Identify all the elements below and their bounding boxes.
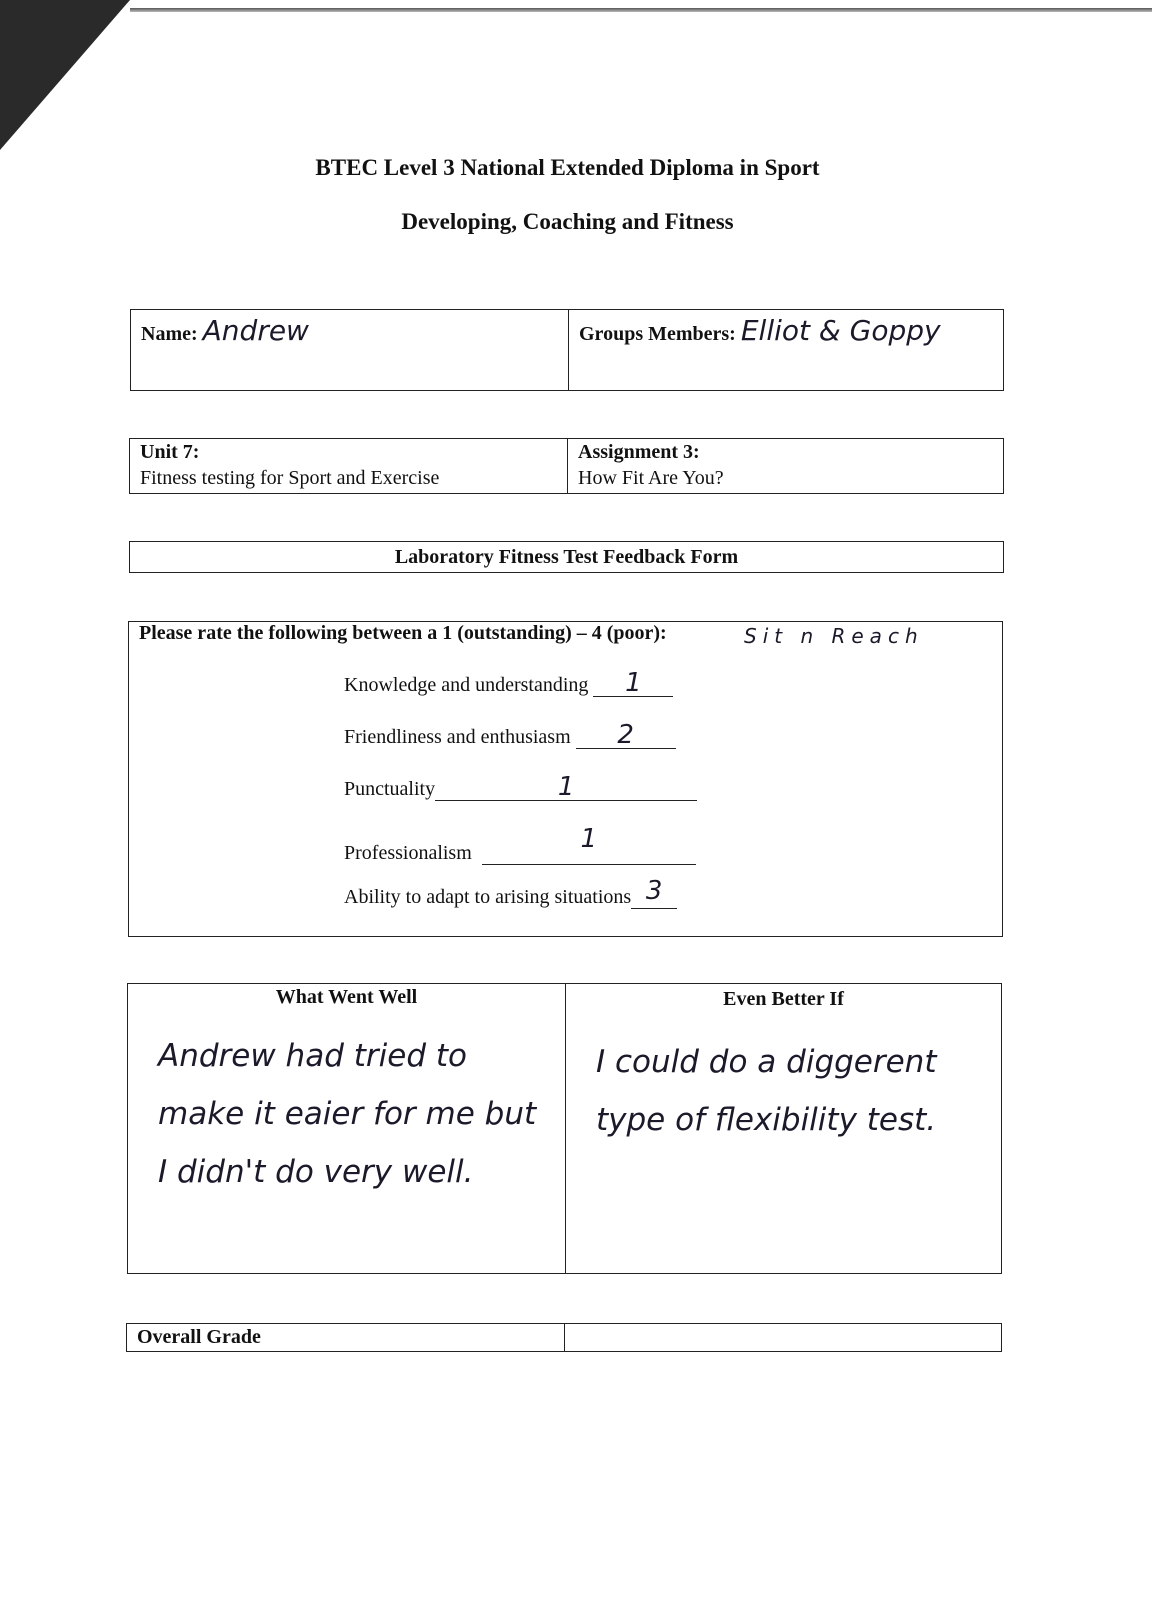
rating-label: Ability to adapt to arising situations [344,886,632,908]
ebi-label: Even Better If [723,988,844,1010]
ebi-text[interactable]: I could do a diggerent type of flexibility test. [596,1044,937,1138]
rating-value[interactable]: 3 [631,878,677,909]
rating-label: Knowledge and understanding [344,674,589,696]
www-label: What Went Well [275,986,418,1008]
rating-value[interactable]: 1 [482,826,696,865]
rating-value[interactable]: 1 [435,774,697,801]
rating-value[interactable]: 1 [593,670,673,697]
test-note: Sit n Reach [744,624,924,648]
name-value[interactable]: Andrew [202,314,309,347]
unit-label: Unit 7: [140,441,200,463]
assignment-value: How Fit Are You? [578,467,724,489]
rating-row [344,774,697,801]
assignment-label: Assignment 3: [578,441,700,463]
name-label: Name: [141,323,198,345]
rating-label: Professionalism [344,842,472,864]
scan-edge [130,8,1152,12]
unit-value: Fitness testing for Sport and Exercise [140,467,440,489]
rating-row [344,878,677,909]
grade-value[interactable] [564,1324,1001,1351]
rating-label: Punctuality [344,778,436,800]
rating-row [344,722,676,749]
rating-prompt: Please rate the following between a 1 (outstanding) – 4 (poor): [139,622,667,644]
document-title: BTEC Level 3 National Extended Diploma in Sport [315,155,820,180]
group-value[interactable]: Elliot & Goppy [740,314,941,347]
rating-value[interactable]: 2 [576,722,676,749]
form-title: Laboratory Fitness Test Feedback Form [129,541,1004,573]
feedback-box [127,983,1002,1274]
rating-label: Friendliness and enthusiasm [344,726,571,748]
scan-shadow [0,0,130,150]
rating-row [344,670,673,697]
unit-assignment-box [129,438,1004,494]
document-subtitle: Developing, Coaching and Fitness [401,209,734,234]
rating-row [344,826,696,865]
name-group-box [130,309,1004,391]
group-label: Groups Members: [579,323,736,345]
overall-grade-box [126,1323,1002,1352]
rating-box [128,621,1003,937]
www-text[interactable]: Andrew had tried to make it eaier for me but I didn't do very well. [158,1038,537,1190]
grade-label: Overall Grade [137,1326,261,1348]
